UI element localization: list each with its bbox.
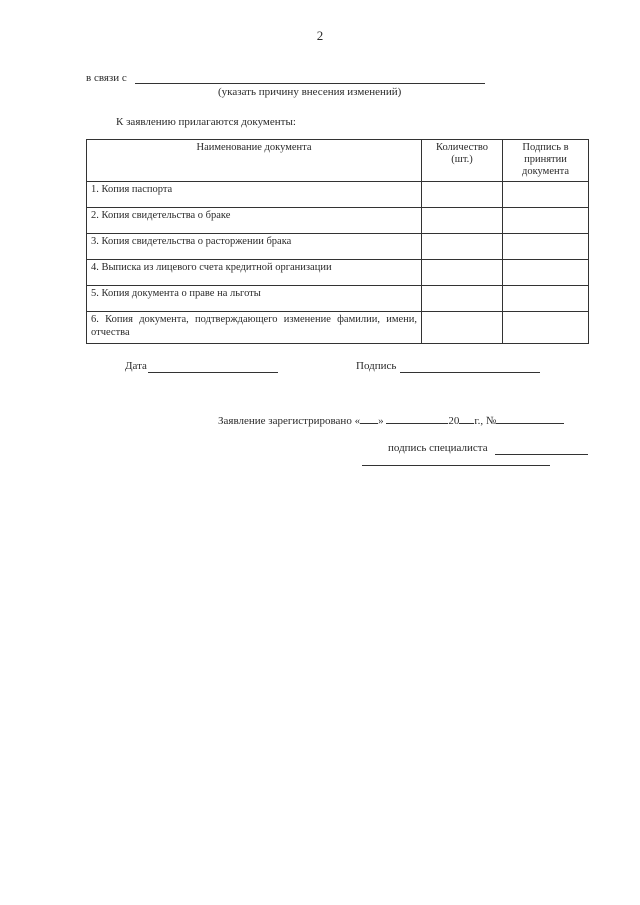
table-row (87, 286, 589, 312)
table-row (87, 312, 589, 344)
document-name-cell: 1. Копия паспорта (87, 182, 422, 208)
registration-line (218, 413, 564, 427)
signature-cell (503, 260, 589, 286)
specialist-signature-fill-line (495, 454, 588, 455)
signature-cell (503, 312, 589, 344)
page-number: 2 (316, 28, 324, 43)
reason-hint: (указать причину внесения изменений) (218, 86, 402, 98)
table-row (87, 260, 589, 286)
table-row (87, 208, 589, 234)
quantity-cell (422, 208, 503, 234)
reason-fill-line (135, 83, 485, 84)
signature-fill-line (400, 372, 540, 373)
signature-cell (503, 182, 589, 208)
number-fill-line (496, 413, 564, 424)
documents-table (86, 139, 589, 344)
table-row (87, 182, 589, 208)
signature-label: Подпись (356, 360, 397, 372)
signature-cell (503, 208, 589, 234)
specialist-name-fill-line (362, 465, 550, 466)
header-signature: Подпись в принятии документа (503, 140, 589, 182)
signature-cell (503, 234, 589, 260)
year-fill-line (459, 413, 474, 424)
quantity-cell (422, 312, 503, 344)
document-name-cell: 5. Копия документа о праве на льготы (87, 286, 422, 312)
header-quantity: Количество (шт.) (422, 140, 503, 182)
registration-suffix: г., № (474, 415, 497, 427)
date-label: Дата (125, 360, 147, 372)
quantity-cell (422, 286, 503, 312)
signature-cell (503, 286, 589, 312)
header-document-name: Наименование документа (87, 140, 422, 182)
attachments-intro: К заявлению прилагаются документы: (116, 116, 296, 128)
table-row (87, 234, 589, 260)
document-name-cell: 3. Копия свидетельства о расторжении брака (87, 234, 422, 260)
table-header-row (87, 140, 589, 182)
registration-quote-close: » (378, 415, 384, 427)
day-fill-line (360, 413, 378, 424)
quantity-cell (422, 182, 503, 208)
registration-year: 20 (448, 415, 460, 427)
document-name-cell: 2. Копия свидетельства о браке (87, 208, 422, 234)
quantity-cell (422, 234, 503, 260)
month-fill-line (386, 413, 448, 424)
quantity-cell (422, 260, 503, 286)
document-name-cell: 6. Копия документа, подтверждающего изменение фамилии, имени, отчества (87, 312, 422, 344)
specialist-signature-label: подпись специалиста (388, 442, 488, 454)
registration-prefix: Заявление зарегистрировано « (218, 415, 361, 427)
document-name-cell: 4. Выписка из лицевого счета кредитной организации (87, 260, 422, 286)
date-fill-line (148, 372, 278, 373)
reason-label: в связи с (86, 72, 127, 84)
